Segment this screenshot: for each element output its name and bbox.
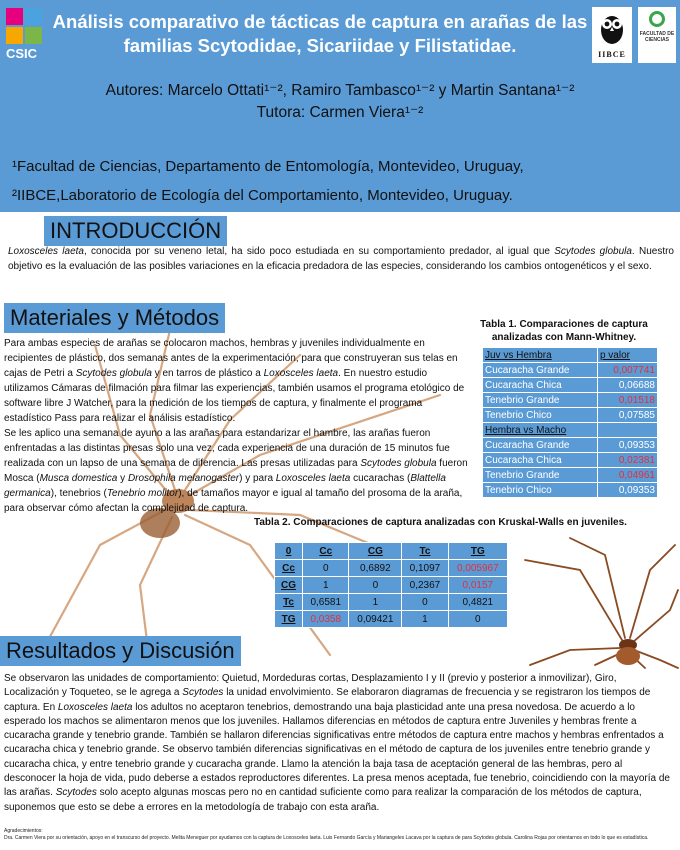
methods-heading: Materiales y Métodos [4,303,225,333]
csic-logo [6,8,44,60]
table-cell: 0,07585 [597,408,657,423]
results-text: Se observaron las unidades de comportamiento: Quietud, Mordeduras cortas, Desplazamiento I y II (previo y posterior a inmovilizar), Giro, Localización y Toqueteo, se le agrega a Scytodes la unidad envolvimiento. Se elaboraron diagramas de frecuencia y se registraron los tiempos de captura. En Loxosceles laeta los adultos no aceptaron tenebrios, demostrando una baja plasticidad ante una presa novedosa. De acuerdo a lo esperado los machos se alimentaron menos que los juveniles. Hallamos diferencias en métodos de captura entre Juveniles y hembras frente a cucaracha grande y tenebrio grande. También se hallaron diferencias significativas entre métodos de captura entre machos y hembras enfrentados a cucaracha chica y tenebrio grande. Se observo también diferencias significativas en el método de captura de los juveniles entre tenebrio grande y cucaracha chica, y entre tenebrio grande y cucaracha grande. Llamo la atención la baja tasa de aceptación general de las hembras, pero al desconocer la hoja de vida, pudo deberse a estados reproductores diferentes. La presa menos aceptada, fue tenebrio, coincidiendo con la mayoría de las arañas. Scytodes solo acepto algunas moscas pero no en cantidad suficiente como para realizar la comparación de los métodos de captura, suponemos que esto se debe a errores en la metodología de trabajo con esta araña. [4,673,670,813]
leaf-icon [649,11,665,27]
table2-caption: Tabla 2. Comparaciones de captura analizadas con Kruskal-Walls en juveniles. [254,517,627,528]
table-row [483,468,658,483]
table-cell: 0,0157 [448,577,507,594]
table-header-cell: 0 [275,543,303,560]
poster-title: Análisis comparativo de tácticas de captura en arañas de las familias Scytodidae, Sicariidae y Filistatidae. [52,11,588,56]
table-row [483,378,658,393]
table-cell: 0,02381 [597,453,657,468]
iibce-logo-text: IIBCE [598,50,626,59]
table-row [483,408,658,423]
table-row [483,438,658,453]
methods-paragraph-1: Para ambas especies de arañas se colocaron machos, hembras y juveniles individualmente en recipientes de plástico, dos semanas antes de la experimentación, para que construyeran sus telas en cajas de Petri a Scytodes globula y en tarros de plástico a Loxosceles laeta. En nuestro estudio utilizamos Cámaras de filmación para filmar las experiencias, también usamos el programa etológico de software libre J Watcher, para la medición de los tiempos de captura, y finalmente el programa estadístico Pass para realizar el análisis estadístico. [4,338,465,424]
species-name: Scytodes globula [554,246,632,257]
table-cell: 0,005967 [448,560,507,577]
tutor-line: Tutora: Carmen Viera¹⁻² [256,104,424,121]
intro-heading: INTRODUCCIÓN [44,216,227,246]
facultad-ciencias-logo [638,7,676,63]
table-cell: 0,6581 [303,594,349,611]
acknowledgements-heading: Agradecimientos: [4,828,43,834]
table1-mann-whitney [482,347,658,498]
results-heading: Resultados y Discusión [0,636,241,666]
table-cell: Juv vs Hembra [483,348,598,363]
species-name: Loxosceles laeta [275,473,351,484]
table-cell: Cucaracha Chica [483,378,598,393]
owl-icon [598,10,626,46]
species-name: Loxosceles laeta [57,701,133,713]
table1-caption: Tabla 1. Comparaciones de captura analizadas con Mann-Whitney. [480,319,648,343]
table-header-cell: Cc [303,543,349,560]
species-name: Scytodes globula [75,368,152,379]
table-cell: 0,2367 [402,577,448,594]
iibce-logo [592,7,632,63]
methods-paragraph-2: Se les aplico una semana de ayuno a las arañas para estandarizar el hambre, las arañas fueron enfrentadas a las distintas presas solo una vez, cada experiencia de una duración de 15 minutos fue realizada con un lapso de una semana de diferencia. Las presas utilizadas para Scytodes globula fueron Mosca (Musca domestica y Drosophila melanogaster) y para Loxosceles laeta cucarachas (Blattella germanica), tenebrios (Tenebrio molitor), de tamaños mayor e igual al tamaño del prosoma de la araña, para observar cómo afectan la complejidad de captura. [4,428,468,514]
table-row [483,423,658,438]
table-cell: 0,007741 [597,363,657,378]
species-name: Scytodes globula [360,458,437,469]
table-row [275,560,508,577]
methods-text [4,336,472,516]
table-cell: 1 [349,594,402,611]
table-cell: 0,4821 [448,594,507,611]
table-cell: Tenebrio Chico [483,483,598,498]
affiliations [12,152,672,210]
species-name: Blattella germanica [4,473,446,499]
table-row [275,577,508,594]
table-header-cell: CG [349,543,402,560]
table-cell: 0,09353 [597,438,657,453]
poster-header [0,0,680,212]
spider-photo-2 [510,530,680,670]
species-name: Drosophila melanogaster [127,473,240,484]
table-cell [597,423,657,438]
table-cell: Cucaracha Chica [483,453,598,468]
table-cell: 0 [402,594,448,611]
table-row [275,594,508,611]
intro-text: Loxosceles laeta, conocida por su veneno letal, ha sido poco estudiada en su comportamiento predador, al igual que Scytodes globula. Nuestro objetivo es la evaluación de las posibles variaciones en la eficacia predadora de las especies, considerando los cambios ontogenéticos y el sexo. [8,246,674,272]
table-row [483,393,658,408]
table-cell: Tenebrio Grande [483,468,598,483]
table-header-row [275,543,508,560]
table-cell: 0 [448,611,507,628]
table-cell: Tenebrio Chico [483,408,598,423]
species-name: Musca domestica [39,473,118,484]
table-header-cell: Tc [402,543,448,560]
species-name: Loxosceles laeta [8,246,84,257]
facultad-logo-text: FACULTAD DE CIENCIAS [639,31,675,43]
species-name: Scytodes [55,787,97,799]
table-cell: Cucaracha Grande [483,438,598,453]
table-row-header: Tc [275,594,303,611]
table-row-header: TG [275,611,303,628]
table-cell: 0 [349,577,402,594]
table-cell: 0,0358 [303,611,349,628]
table-cell: 0,09421 [349,611,402,628]
table-row [483,363,658,378]
table-row [483,483,658,498]
table-cell: Tenebrio Grande [483,393,598,408]
authors-line: Autores: Marcelo Ottati¹⁻², Ramiro Tambasco¹⁻² y Martin Santana¹⁻² [105,82,575,99]
table-row [483,453,658,468]
table2-kruskal-wallis [274,542,508,628]
table-cell: 1 [303,577,349,594]
table-cell: 0,04961 [597,468,657,483]
table-cell: p valor [597,348,657,363]
table-cell: 0 [303,560,349,577]
table-cell: Hembra vs Macho [483,423,598,438]
table-row [483,348,658,363]
affiliation-2: ²IIBCE,Laboratorio de Ecología del Comportamiento, Montevideo, Uruguay. [12,187,513,204]
table-row-header: Cc [275,560,303,577]
table-row-header: CG [275,577,303,594]
table-cell: 0,09353 [597,483,657,498]
table-cell: 0,6892 [349,560,402,577]
species-name: Tenebrio molitor [106,488,179,499]
table-cell: Cucaracha Grande [483,363,598,378]
table-header-cell: TG [448,543,507,560]
species-name: Scytodes [182,687,224,699]
acknowledgements [4,828,676,842]
table-row [275,611,508,628]
table-cell: 1 [402,611,448,628]
authors-block [0,80,680,124]
table-cell: 0,1097 [402,560,448,577]
csic-logo-text: CSIC [6,46,38,61]
table-cell: 0,06688 [597,378,657,393]
species-name: Loxosceles laeta [263,368,339,379]
affiliation-1: ¹Facultad de Ciencias, Departamento de Entomología, Montevideo, Uruguay, [12,158,524,175]
table-cell: 0,01518 [597,393,657,408]
acknowledgements-text: Dra. Carmen Viera por su orientación, apoyo en el transcurso del proyecto. Melita Meneguer por ayudarnos con la captura de Loxosceles laeta. Luis Fernando García y Mariangeles Lacava por la captura de para Scytodes globula. Carolina Rojas por orientarnos en todo lo que es estadística. [4,835,649,841]
